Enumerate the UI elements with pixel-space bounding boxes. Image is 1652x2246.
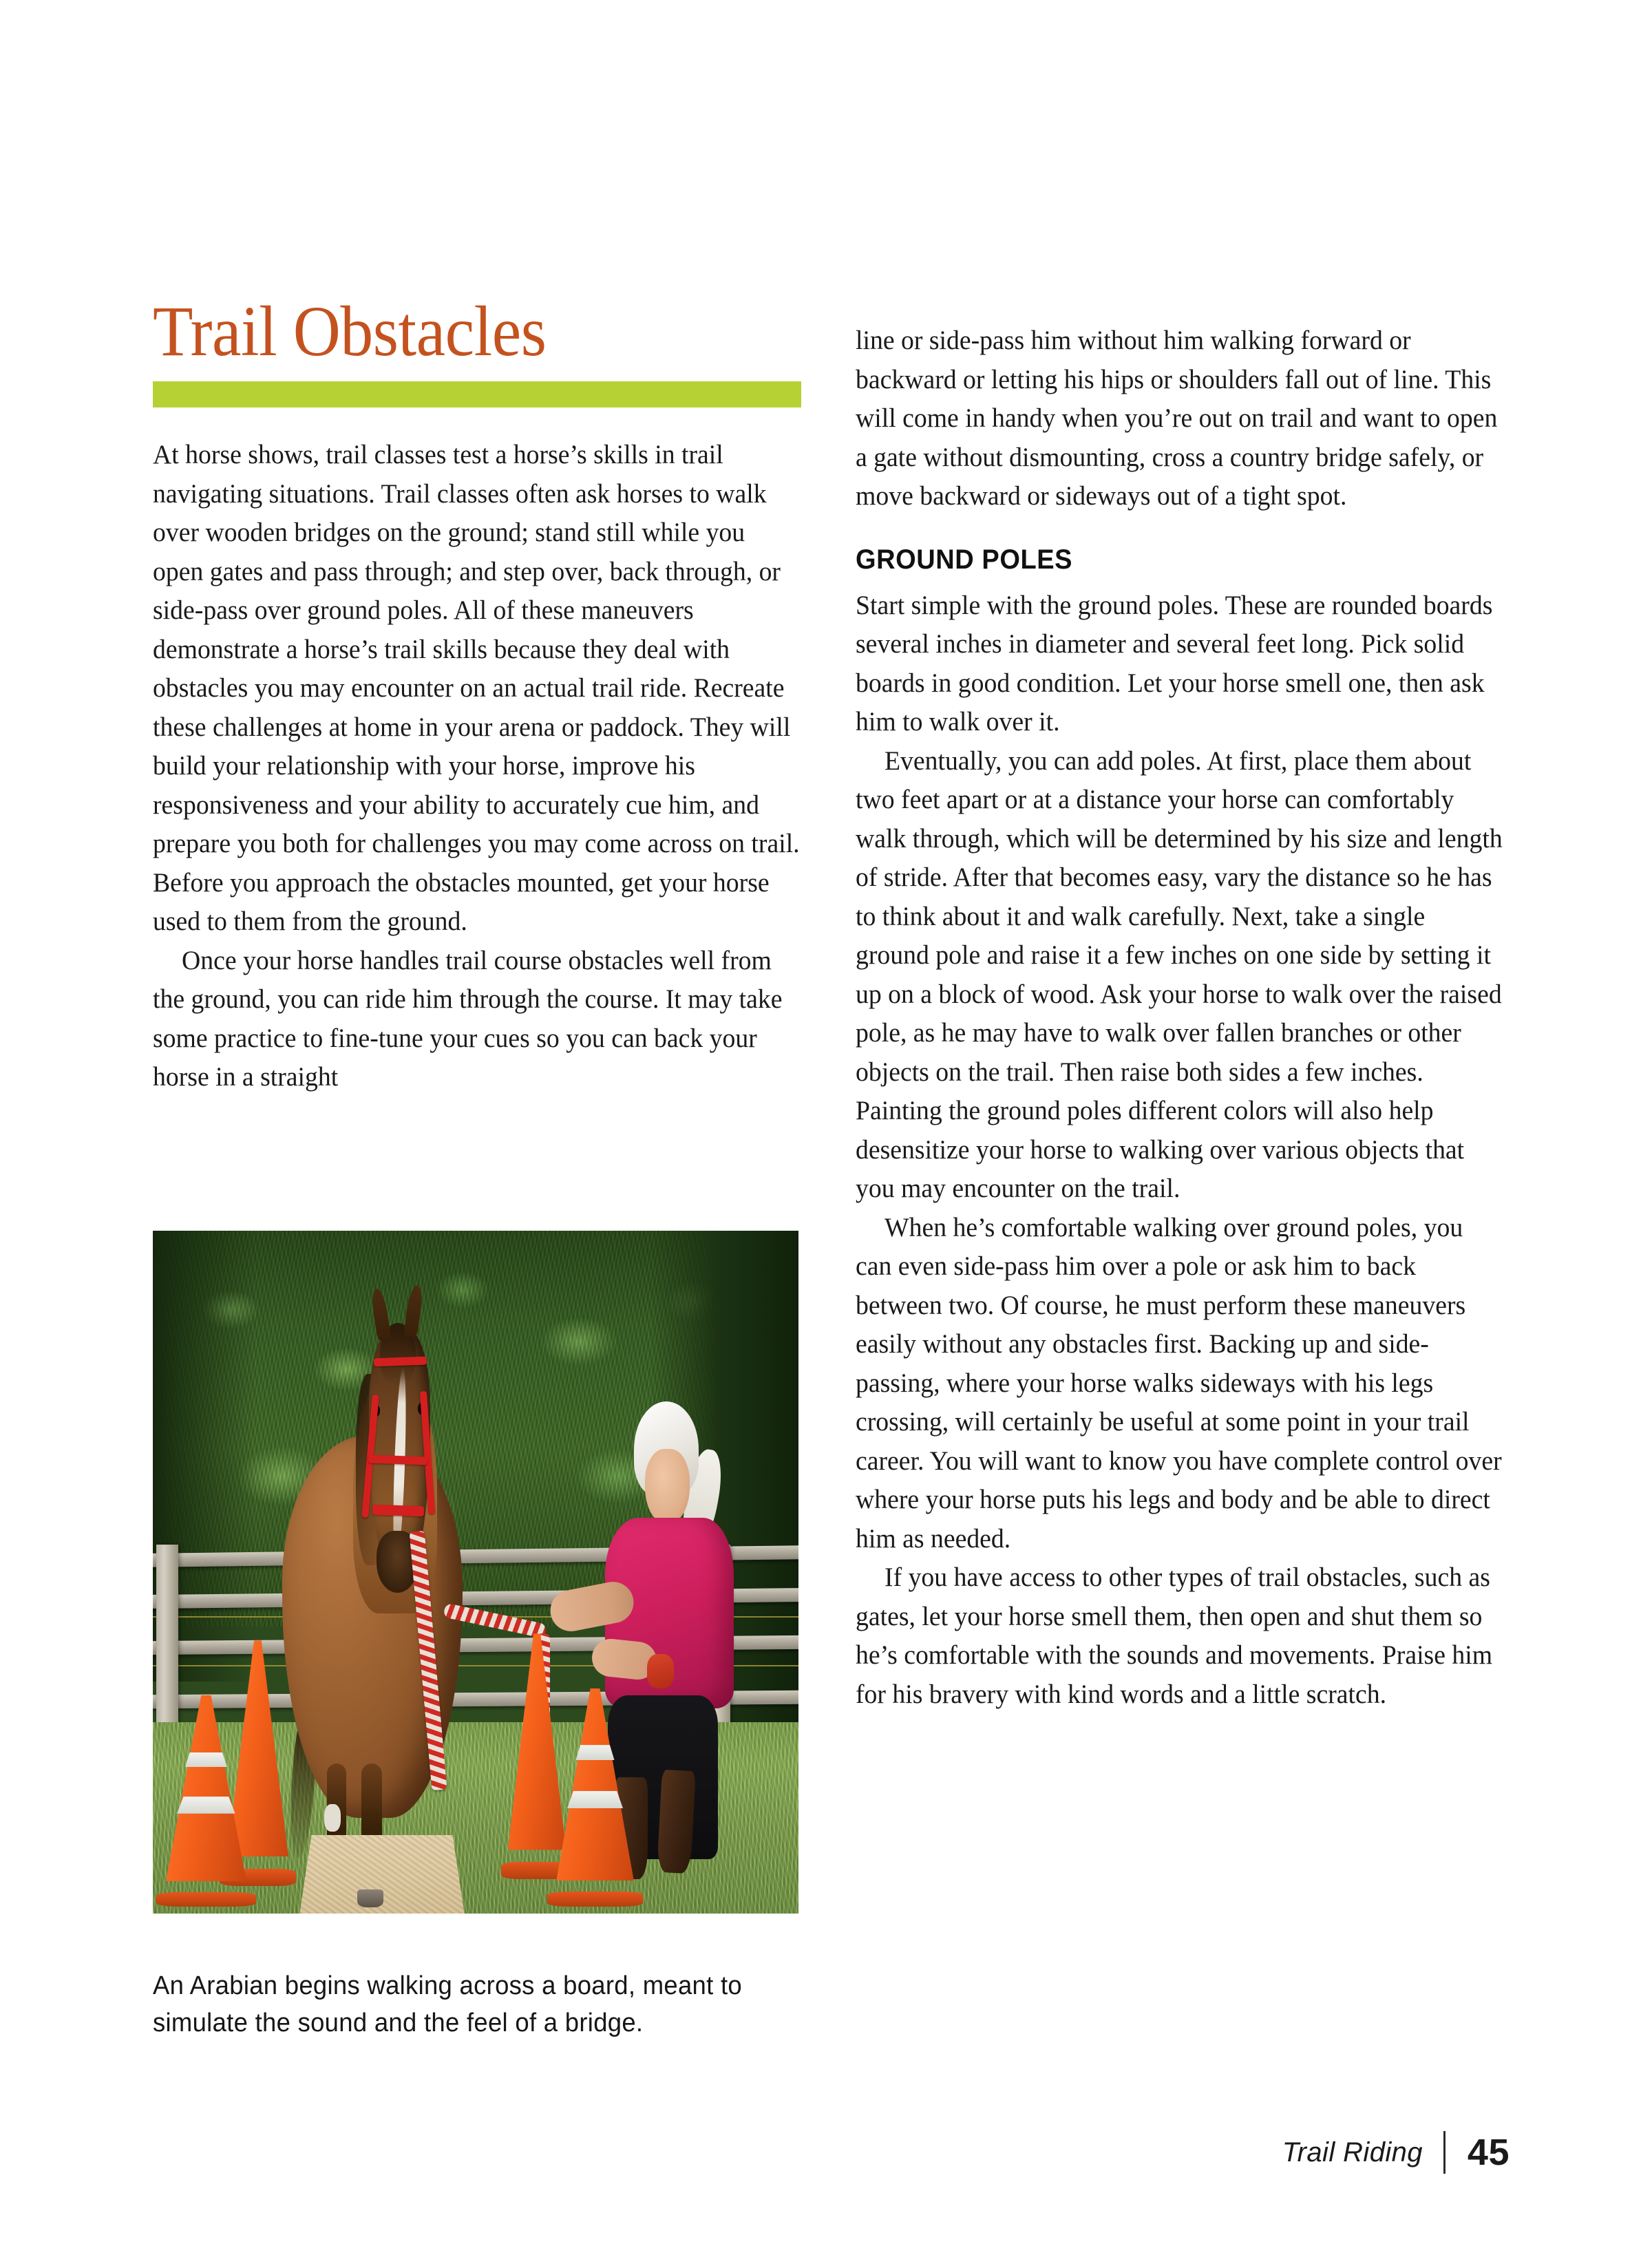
woman-glove	[647, 1654, 674, 1688]
title-rule	[153, 381, 801, 407]
right-column	[856, 321, 1510, 1713]
page-number: 45	[1467, 2132, 1510, 2173]
horse-hoof	[357, 1889, 383, 1907]
footer-inner	[1282, 2131, 1510, 2174]
figure-photo	[153, 1231, 798, 1914]
right-column-intro	[856, 321, 1504, 516]
left-column	[153, 292, 801, 1096]
cone-reflective-stripe	[166, 1752, 246, 1768]
traffic-cone	[556, 1688, 634, 1907]
cone-body	[166, 1695, 246, 1882]
running-head: Trail Riding	[1282, 2137, 1423, 2168]
page-footer	[0, 2131, 1652, 2193]
traffic-cone	[166, 1695, 246, 1907]
photo-scene	[153, 1231, 798, 1914]
cone-base	[547, 1892, 644, 1907]
paragraph: Eventually, you can add poles. At first, place them about two feet apart or at a distance your horse can comfortably walk through, which will be determined by his size and length of stride. After that becomes easy, vary the distance so he has to think about it and walk carefully. Next, take a single ground pole and raise it a few inches on one side by setting it up on a block of wood. Ask your horse to walk over the raised pole, as he may have to walk over fallen branches or other objects on the trail. Then raise both sides a few inches. Painting the ground poles different colors will also help desensitize your horse to walking over various objects that you may encounter on the trail.	[856, 745, 1503, 1203]
right-column-body	[856, 586, 1504, 1714]
paragraph: Once your horse handles trail course obstacles well from the ground, you can ride him through the course. It may take some practice to fine-tune your cues so you can back your horse in a straight	[153, 944, 783, 1092]
left-column-body	[153, 435, 801, 1096]
cone-reflective-stripe	[556, 1791, 634, 1808]
page-title: Trail Obstacles	[153, 292, 547, 371]
horse-sock-marking	[324, 1804, 341, 1832]
paragraph: line or side-pass him without him walking forward or backward or letting his hips or shoulders fall out of line. This will come in handy when you’re out on trail and want to open a gate without dismounting, cross a country bridge safely, or move backward or sideways out of a tight spot.	[856, 325, 1498, 511]
red-halter-strap	[374, 1356, 427, 1366]
paragraph: At horse shows, trail classes test a horse’s skills in trail navigating situations. Trail classes often ask horses to walk over wooden bridges on the ground; stand still while you open gates and pass through; and step over, back through, or side-pass over ground poles. All of these maneuvers demonstrate a horse’s trail skills because they deal with obstacles you may encounter on an actual trail ride. Recreate these challenges at home in your arena or paddock. They will build your relationship with your horse, improve his responsiveness and your ability to accurately cue him, and prepare you both for challenges you may come across on trail. Before you approach the obstacles mounted, get your horse used to them from the ground.	[153, 439, 800, 936]
paragraph: If you have access to other types of trail obstacles, such as gates, let your horse smell them, then open and shut them so he’s comfortable with the sounds and movements. Praise him for his bravery with kind words and a little scratch.	[856, 1562, 1493, 1709]
paragraph: Start simple with the ground poles. These are rounded boards several inches in diameter and several feet long. Pick solid boards in good condition. Let your horse smell one, then ask him to walk over it.	[856, 589, 1493, 737]
section-subhead-ground-poles: GROUND POLES	[856, 544, 1073, 575]
riding-boot	[657, 1769, 695, 1873]
cone-reflective-stripe	[166, 1797, 246, 1814]
cone-body	[556, 1688, 634, 1881]
paragraph: When he’s comfortable walking over ground poles, you can even side-pass him over a pole or ask him to back between two. Of course, he must perform these maneuvers easily without any obstacles first. Backing up and side-passing, where your horse walks sideways with his legs crossing, will certainly be useful at some point in your trail career. You will want to know you have complete control over where your horse puts his legs and body and be able to direct him as needed.	[856, 1211, 1502, 1554]
cone-base	[156, 1892, 256, 1907]
cone-reflective-stripe	[556, 1745, 634, 1760]
figure-caption: An Arabian begins walking across a board, meant to simulate the sound and the feel of a bridge.	[153, 1971, 742, 2037]
woman-face	[645, 1449, 690, 1524]
red-halter-noseband	[372, 1504, 425, 1516]
